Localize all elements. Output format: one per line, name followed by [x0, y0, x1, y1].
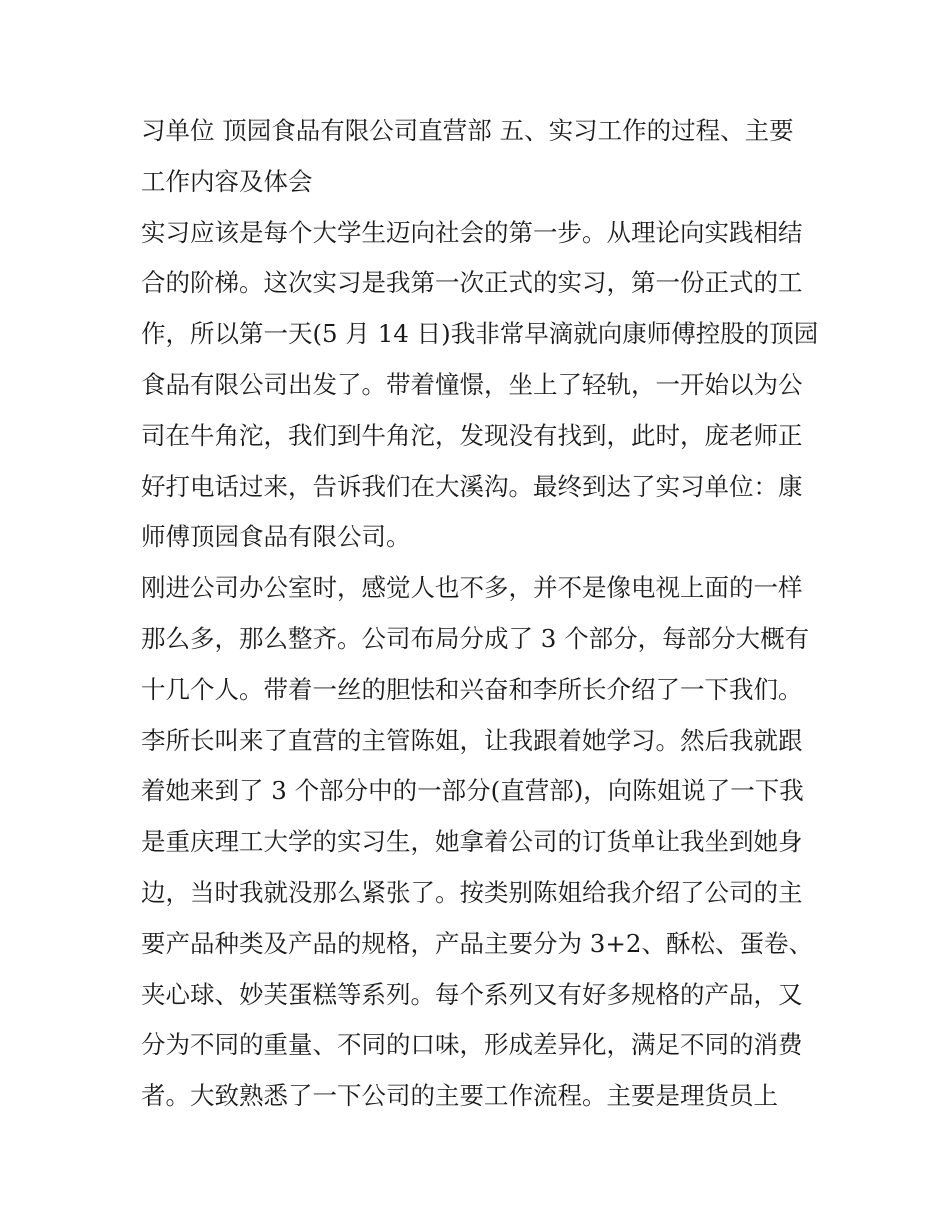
text-line: 作，所以第一天(5 月 14 日)我非常早滴就向康师傅控股的顶园 [141, 319, 819, 349]
text-line: 者。大致熟悉了一下公司的主要工作流程。主要是理货员上 [141, 1081, 778, 1111]
text-line: 师傅顶园食品有限公司。 [141, 522, 411, 552]
text-line: 边，当时我就没那么紧张了。按类别陈姐给我介绍了公司的主 [141, 877, 803, 907]
text-line: 好打电话过来，告诉我们在大溪沟。最终到达了实习单位：康 [141, 471, 803, 501]
text-line: 食品有限公司出发了。带着憧憬，坐上了轻轨，一开始以为公 [141, 369, 803, 399]
text-line: 工作内容及体会 [141, 166, 313, 196]
text-line: 是重庆理工大学的实习生，她拿着公司的订货单让我坐到她身 [141, 827, 803, 857]
text-line: 李所长叫来了直营的主管陈姐，让我跟着她学习。然后我就跟 [141, 725, 803, 755]
text-line: 那么多，那么整齐。公司布局分成了 3 个部分，每部分大概有 [141, 623, 810, 653]
text-line: 夹心球、妙芙蛋糕等系列。每个系列又有好多规格的产品，又 [141, 979, 803, 1009]
text-line: 分为不同的重量、不同的口味，形成差异化，满足不同的消费 [141, 1030, 803, 1060]
text-line: 刚进公司办公室时，感觉人也不多，并不是像电视上面的一样 [141, 573, 803, 603]
text-line: 着她来到了 3 个部分中的一部分(直营部)，向陈姐说了一下我 [141, 776, 804, 806]
text-line: 习单位 顶园食品有限公司直营部 五、实习工作的过程、主要 [141, 116, 794, 145]
text-line: 合的阶梯。这次实习是我第一次正式的实习，第一份正式的工 [141, 268, 803, 298]
text-line: 要产品种类及产品的规格，产品主要分为 3+2、酥松、蛋卷、 [141, 928, 813, 958]
text-line: 实习应该是每个大学生迈向社会的第一步。从理论向实践相结 [141, 217, 803, 247]
body-text [141, 106, 821, 1122]
text-line: 司在牛角沱，我们到牛角沱，发现没有找到，此时，庞老师正 [141, 420, 803, 450]
text-line: 十几个人。带着一丝的胆怯和兴奋和李所长介绍了一下我们。 [141, 674, 803, 704]
